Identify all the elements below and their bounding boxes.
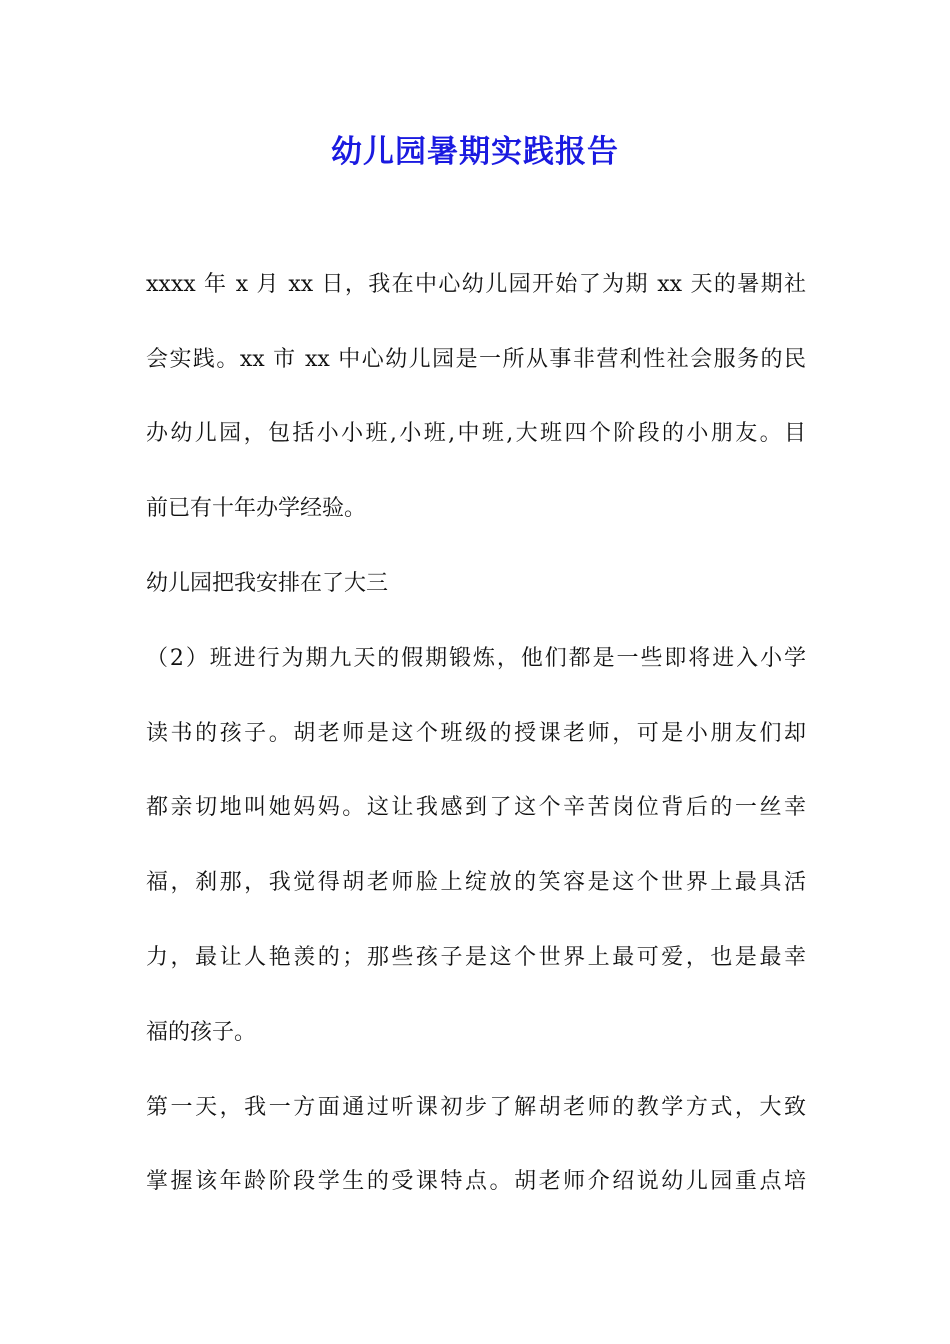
paragraph-line: 前已有十年办学经验。 [146,496,367,521]
paragraph-line: 力，最让人艳羡的；那些孩子是这个世界上最可爱，也是最幸 [146,945,806,970]
paragraph-line: 福，刹那，我觉得胡老师脸上绽放的笑容是这个世界上最具活 [146,870,806,895]
paragraph-line: 会实践。xx 市 xx 中心幼儿园是一所从事非营利性社会服务的民 [146,347,806,372]
paragraph-line: 掌握该年龄阶段学生的受课特点。胡老师介绍说幼儿园重点培 [146,1169,806,1194]
paragraph-line: 都亲切地叫她妈妈。这让我感到了这个辛苦岗位背后的一丝幸 [146,795,806,820]
paragraph-line: 第一天，我一方面通过听课初步了解胡老师的教学方式，大致 [146,1095,806,1120]
paragraph-line: （2）班进行为期九天的假期锻炼，他们都是一些即将进入小学 [146,646,806,671]
document-title: 幼儿园暑期实践报告 [331,134,619,170]
paragraph-line: 幼儿园把我安排在了大三 [146,571,389,596]
paragraph-line: 读书的孩子。胡老师是这个班级的授课老师，可是小朋友们却 [146,721,806,746]
paragraph-line: 福的孩子。 [146,1020,257,1045]
paragraph-line: xxxx 年 x 月 xx 日，我在中心幼儿园开始了为期 xx 天的暑期社 [146,272,806,297]
paragraph-line: 办幼儿园，包括小小班,小班,中班,大班四个阶段的小朋友。目 [146,421,806,446]
